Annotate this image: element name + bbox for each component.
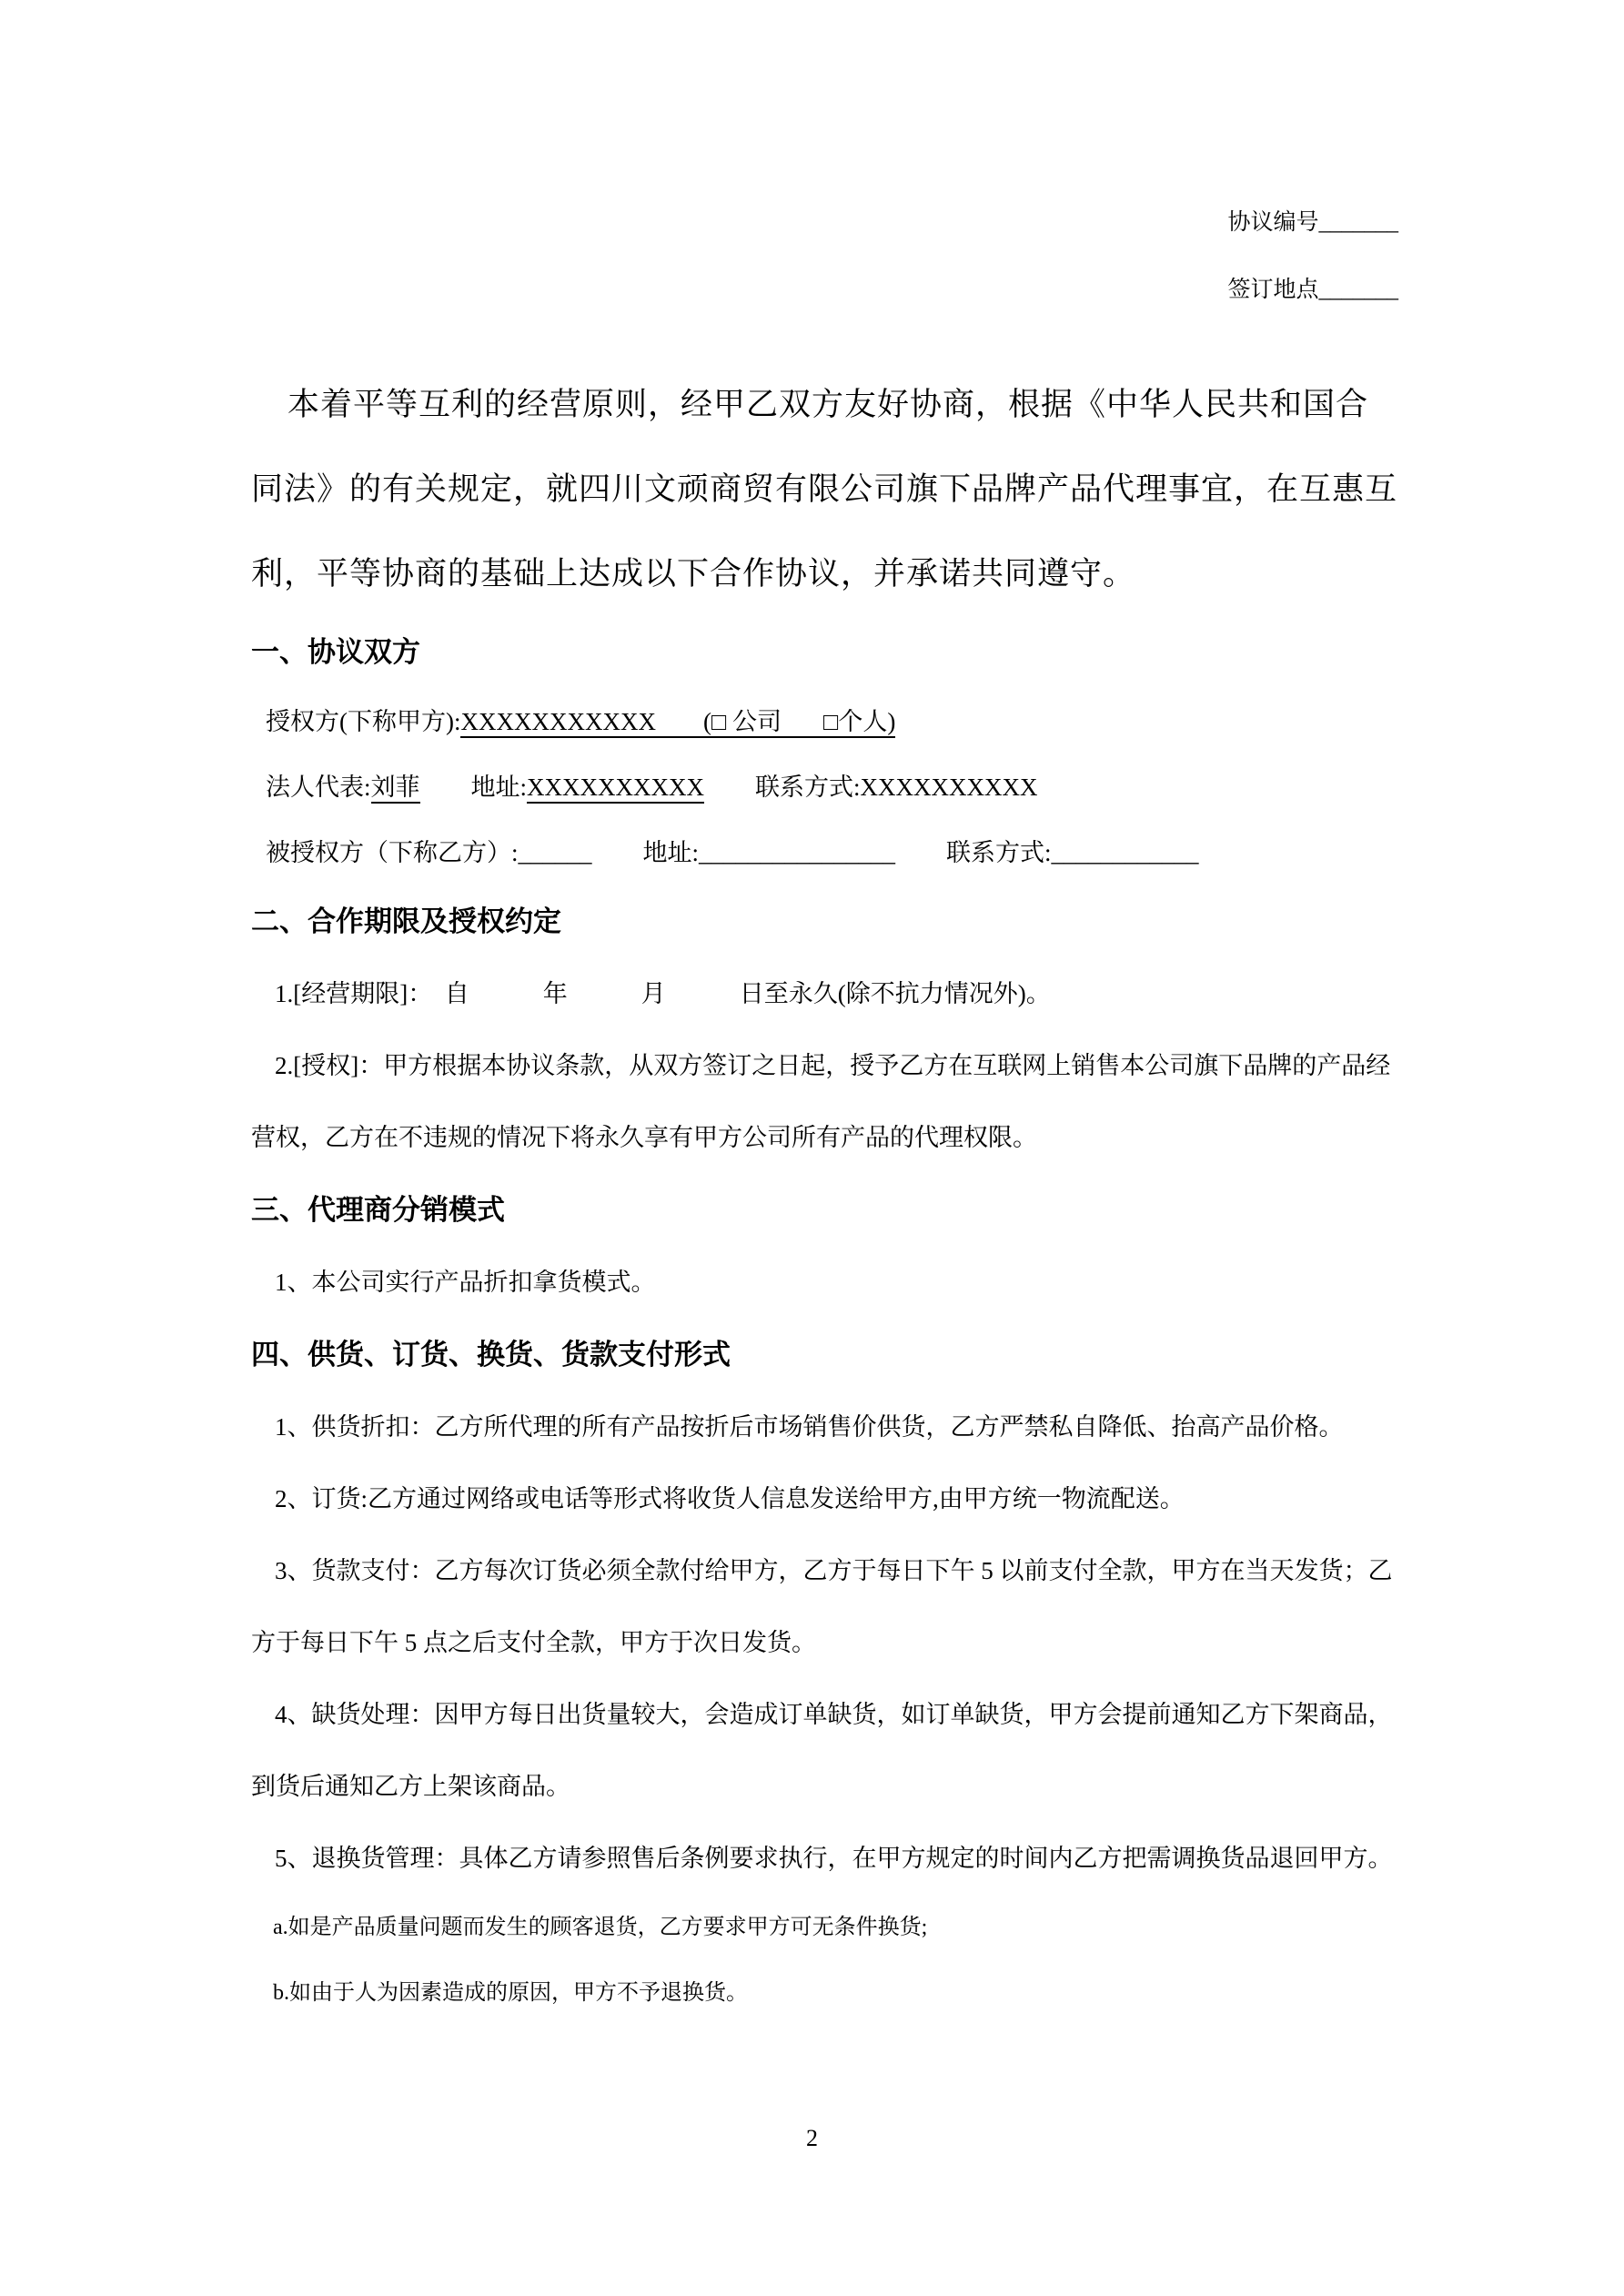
- party-b-contact-label: 联系方式:: [946, 839, 1052, 866]
- section-3-item-1: 1、本公司实行产品折扣拿货模式。: [275, 1269, 656, 1296]
- document-header: [251, 207, 1398, 306]
- person-checkbox-icon[interactable]: □: [823, 708, 839, 735]
- party-b-label: 被授权方（下称乙方）:: [266, 839, 519, 866]
- party-a-contact-value: XXXXXXXXXX: [860, 774, 1038, 801]
- section-4-sub-item-a: a.如是产品质量问题而发生的顾客退货，乙方要求甲方可无条件换货;: [273, 1916, 928, 1939]
- section-4-item-5: 5、退换货管理：具体乙方请参照售后条例要求执行，在甲方规定的时间内乙方把需调换货品退回甲方。: [275, 1845, 1393, 1872]
- agreement-number-label: 协议编号: [1227, 210, 1319, 235]
- sign-location-blank[interactable]: _______: [1318, 278, 1398, 302]
- party-b-contact-blank[interactable]: ____________: [1051, 839, 1199, 866]
- section-2-title: 二、合作期限及授权约定: [251, 905, 561, 937]
- party-b-line: [251, 820, 1398, 885]
- party-b-name-blank[interactable]: ______: [518, 839, 592, 866]
- party-a-value: XXXXXXXXXXX: [460, 708, 656, 735]
- party-a-address-label: 地址:: [470, 774, 528, 801]
- section-3-title: 三、代理商分销模式: [251, 1194, 505, 1226]
- section-4-item-2: 2、订货:乙方通过网络或电话等形式将收货人信息发送给甲方,由甲方统一物流配送。: [275, 1485, 1185, 1512]
- intro-paragraph: 本着平等互利的经营原则，经甲乙双方友好协商，根据《中华人民共和国合同法》的有关规定，就四川文顽商贸有限公司旗下品牌产品代理事宜，在互惠互利，平等协商的基础上达成以下合作协议，并承诺共同遵守。: [251, 387, 1398, 592]
- section-4-item-4: 4、缺货处理：因甲方每日出货量较大，会造成订单缺货，如订单缺货，甲方会提前通知乙方下架商品，到货后通知乙方上架该商品。: [251, 1701, 1393, 1800]
- section-4-item-3: 3、货款支付：乙方每次订货必须全款付给甲方，乙方于每日下午 5 以前支付全款，甲方在当天发货；乙方于每日下午 5 点之后支付全款，甲方于次日发货。: [251, 1557, 1393, 1656]
- party-a-filled-area: [460, 708, 895, 738]
- company-checkbox-label: 公司: [726, 708, 782, 735]
- party-a-contact-label: 联系方式:: [755, 774, 861, 801]
- party-b-address-blank[interactable]: ________________: [699, 839, 896, 866]
- legal-rep-label: 法人代表:: [266, 774, 371, 801]
- agreement-number-blank[interactable]: _______: [1318, 210, 1398, 235]
- person-checkbox-label: 个人: [838, 708, 888, 735]
- sign-location-row: [251, 275, 1398, 306]
- legal-rep-value: 刘菲: [371, 774, 420, 804]
- section-4-sub-item-b: b.如由于人为因素造成的原因，甲方不予退换货。: [273, 1981, 748, 2005]
- paren-close: ): [887, 708, 896, 735]
- section-4-title: 四、供货、订货、换货、货款支付形式: [251, 1339, 731, 1371]
- party-a-detail-line: [251, 754, 1398, 820]
- sign-location-label: 签订地点: [1227, 278, 1319, 302]
- section-1-title: 一、协议双方: [251, 636, 420, 668]
- section-4-item-1: 1、供货折扣：乙方所代理的所有产品按折后市场销售价供货，乙方严禁私自降低、抬高产品价格。: [275, 1413, 1344, 1441]
- page-number: 2: [806, 2125, 818, 2151]
- agreement-number-row: [251, 207, 1398, 238]
- party-a-address-value: XXXXXXXXXX: [527, 774, 704, 804]
- company-checkbox-icon[interactable]: □: [711, 708, 727, 735]
- party-a-line: [251, 689, 1398, 754]
- paren-open: (: [702, 708, 711, 735]
- section-2-item-2: 2.[授权]：甲方根据本协议条款，从双方签订之日起，授予乙方在互联网上销售本公司旗下品牌的产品经营权，乙方在不违规的情况下将永久享有甲方公司所有产品的代理权限。: [251, 1052, 1391, 1151]
- party-a-label: 授权方(下称甲方):: [266, 708, 461, 735]
- section-2-item-1: 1.[经营期限]： 自 年 月 日至永久(除不抗力情况外)。: [275, 980, 1051, 1007]
- party-b-address-label: 地址:: [642, 839, 700, 866]
